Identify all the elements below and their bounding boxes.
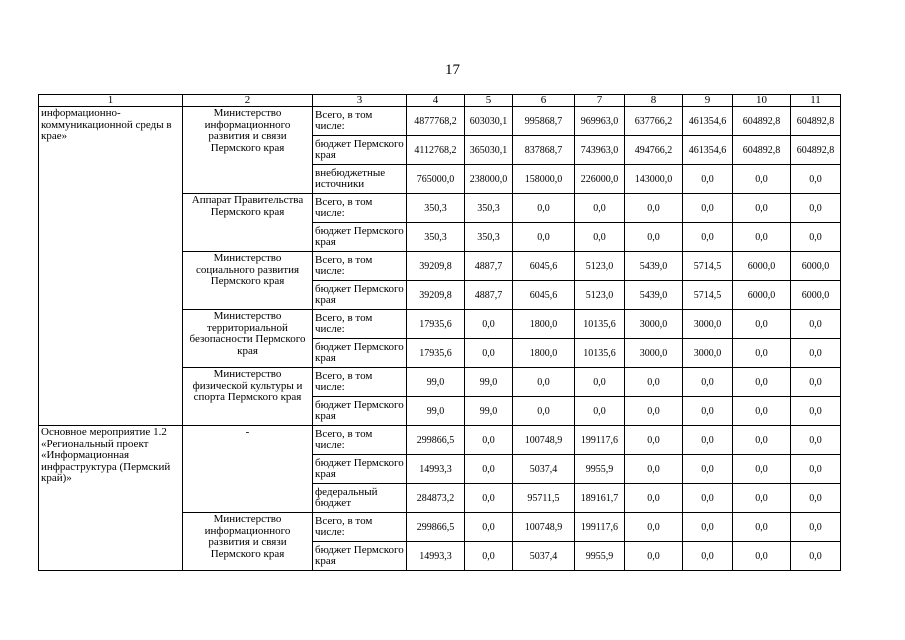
amount-cell: 6000,0 (791, 281, 841, 310)
funding-source-cell: бюджет Пермского края (313, 542, 407, 571)
amount-cell: 0,0 (733, 165, 791, 194)
amount-cell: 350,3 (407, 194, 465, 223)
amount-cell: 365030,1 (465, 136, 513, 165)
amount-cell: 0,0 (791, 194, 841, 223)
column-number-cell: 1 (39, 95, 183, 107)
amount-cell: 0,0 (791, 368, 841, 397)
amount-cell: 0,0 (733, 397, 791, 426)
activity-name-cell: информационно-коммуникационной среды в крае» (39, 107, 183, 426)
amount-cell: 199117,6 (575, 426, 625, 455)
amount-cell: 0,0 (683, 165, 733, 194)
amount-cell: 743963,0 (575, 136, 625, 165)
amount-cell: 0,0 (465, 513, 513, 542)
amount-cell: 0,0 (625, 368, 683, 397)
funding-source-cell: Всего, в том числе: (313, 426, 407, 455)
amount-cell: 0,0 (683, 542, 733, 571)
executor-cell: Аппарат Правительства Пермского края (183, 194, 313, 252)
amount-cell: 0,0 (791, 426, 841, 455)
amount-cell: 14993,3 (407, 542, 465, 571)
amount-cell: 4877768,2 (407, 107, 465, 136)
amount-cell: 0,0 (791, 339, 841, 368)
funding-source-cell: Всего, в том числе: (313, 194, 407, 223)
amount-cell: 0,0 (733, 484, 791, 513)
amount-cell: 5123,0 (575, 252, 625, 281)
amount-cell: 0,0 (791, 455, 841, 484)
amount-cell: 17935,6 (407, 339, 465, 368)
amount-cell: 604892,8 (733, 136, 791, 165)
amount-cell: 0,0 (575, 223, 625, 252)
amount-cell: 99,0 (407, 397, 465, 426)
amount-cell: 17935,6 (407, 310, 465, 339)
amount-cell: 0,0 (575, 194, 625, 223)
amount-cell: 0,0 (733, 455, 791, 484)
amount-cell: 604892,8 (791, 107, 841, 136)
executor-cell: Министерство физической культуры и спорта Пермского края (183, 368, 313, 426)
amount-cell: 0,0 (575, 397, 625, 426)
amount-cell: 0,0 (791, 484, 841, 513)
amount-cell: 604892,8 (791, 136, 841, 165)
column-number-cell: 2 (183, 95, 313, 107)
column-number-cell: 6 (513, 95, 575, 107)
amount-cell: 5439,0 (625, 281, 683, 310)
funding-source-cell: Всего, в том числе: (313, 513, 407, 542)
amount-cell: 10135,6 (575, 339, 625, 368)
amount-cell: 0,0 (465, 310, 513, 339)
amount-cell: 0,0 (683, 368, 733, 397)
amount-cell: 350,3 (465, 223, 513, 252)
funding-source-cell: бюджет Пермского края (313, 397, 407, 426)
page-number: 17 (445, 62, 460, 78)
amount-cell: 39209,8 (407, 281, 465, 310)
amount-cell: 0,0 (625, 484, 683, 513)
amount-cell: 3000,0 (683, 339, 733, 368)
amount-cell: 0,0 (791, 223, 841, 252)
table-row (39, 107, 841, 136)
column-number-cell: 7 (575, 95, 625, 107)
amount-cell: 5037,4 (513, 455, 575, 484)
amount-cell: 0,0 (625, 455, 683, 484)
amount-cell: 837868,7 (513, 136, 575, 165)
amount-cell: 0,0 (733, 339, 791, 368)
amount-cell: 199117,6 (575, 513, 625, 542)
amount-cell: 4887,7 (465, 281, 513, 310)
funding-source-cell: федеральный бюджет (313, 484, 407, 513)
amount-cell: 461354,6 (683, 136, 733, 165)
amount-cell: 1800,0 (513, 339, 575, 368)
amount-cell: 461354,6 (683, 107, 733, 136)
amount-cell: 0,0 (683, 194, 733, 223)
amount-cell: 5123,0 (575, 281, 625, 310)
executor-cell: - (183, 426, 313, 513)
amount-cell: 0,0 (733, 368, 791, 397)
amount-cell: 0,0 (625, 426, 683, 455)
amount-cell: 0,0 (513, 397, 575, 426)
amount-cell: 0,0 (733, 426, 791, 455)
amount-cell: 100748,9 (513, 426, 575, 455)
amount-cell: 189161,7 (575, 484, 625, 513)
activity-name-cell: Основное мероприятие 1.2 «Региональный проект «Информационная инфраструктура (Пермский край)» (39, 426, 183, 571)
amount-cell: 9955,9 (575, 542, 625, 571)
amount-cell: 4887,7 (465, 252, 513, 281)
amount-cell: 765000,0 (407, 165, 465, 194)
amount-cell: 0,0 (733, 223, 791, 252)
funding-source-cell: бюджет Пермского края (313, 455, 407, 484)
amount-cell: 0,0 (625, 194, 683, 223)
amount-cell: 0,0 (791, 310, 841, 339)
amount-cell: 0,0 (733, 310, 791, 339)
column-number-cell: 4 (407, 95, 465, 107)
amount-cell: 350,3 (407, 223, 465, 252)
amount-cell: 238000,0 (465, 165, 513, 194)
funding-source-cell: Всего, в том числе: (313, 368, 407, 397)
column-number-cell: 9 (683, 95, 733, 107)
amount-cell: 5037,4 (513, 542, 575, 571)
amount-cell: 0,0 (683, 484, 733, 513)
column-number-cell: 3 (313, 95, 407, 107)
amount-cell: 0,0 (733, 194, 791, 223)
budget-table (38, 94, 841, 571)
amount-cell: 1800,0 (513, 310, 575, 339)
column-number-cell: 5 (465, 95, 513, 107)
amount-cell: 969963,0 (575, 107, 625, 136)
amount-cell: 6000,0 (733, 281, 791, 310)
column-number-cell: 11 (791, 95, 841, 107)
amount-cell: 995868,7 (513, 107, 575, 136)
amount-cell: 0,0 (683, 426, 733, 455)
amount-cell: 0,0 (465, 339, 513, 368)
funding-source-cell: Всего, в том числе: (313, 310, 407, 339)
amount-cell: 0,0 (465, 455, 513, 484)
amount-cell: 226000,0 (575, 165, 625, 194)
amount-cell: 0,0 (625, 223, 683, 252)
amount-cell: 604892,8 (733, 107, 791, 136)
amount-cell: 100748,9 (513, 513, 575, 542)
funding-source-cell: бюджет Пермского края (313, 281, 407, 310)
amount-cell: 0,0 (513, 194, 575, 223)
amount-cell: 0,0 (513, 368, 575, 397)
amount-cell: 637766,2 (625, 107, 683, 136)
amount-cell: 0,0 (625, 542, 683, 571)
amount-cell: 0,0 (733, 513, 791, 542)
column-number-cell: 8 (625, 95, 683, 107)
amount-cell: 284873,2 (407, 484, 465, 513)
amount-cell: 4112768,2 (407, 136, 465, 165)
amount-cell: 14993,3 (407, 455, 465, 484)
funding-source-cell: внебюджетные источники (313, 165, 407, 194)
funding-source-cell: бюджет Пермского края (313, 136, 407, 165)
amount-cell: 158000,0 (513, 165, 575, 194)
amount-cell: 494766,2 (625, 136, 683, 165)
amount-cell: 5714,5 (683, 281, 733, 310)
amount-cell: 3000,0 (625, 310, 683, 339)
amount-cell: 3000,0 (625, 339, 683, 368)
amount-cell: 6045,6 (513, 281, 575, 310)
executor-cell: Министерство социального развития Пермского края (183, 252, 313, 310)
amount-cell: 0,0 (791, 542, 841, 571)
amount-cell: 0,0 (733, 542, 791, 571)
amount-cell: 95711,5 (513, 484, 575, 513)
amount-cell: 0,0 (513, 223, 575, 252)
column-number-row (39, 95, 841, 107)
amount-cell: 0,0 (683, 455, 733, 484)
table-row (39, 426, 841, 455)
funding-source-cell: Всего, в том числе: (313, 107, 407, 136)
amount-cell: 0,0 (575, 368, 625, 397)
amount-cell: 39209,8 (407, 252, 465, 281)
amount-cell: 99,0 (465, 397, 513, 426)
amount-cell: 143000,0 (625, 165, 683, 194)
amount-cell: 299866,5 (407, 513, 465, 542)
executor-cell: Министерство территориальной безопасности Пермского края (183, 310, 313, 368)
amount-cell: 0,0 (625, 513, 683, 542)
column-number-cell: 10 (733, 95, 791, 107)
executor-cell: Министерство информационного развития и связи Пермского края (183, 513, 313, 571)
amount-cell: 0,0 (465, 426, 513, 455)
amount-cell: 0,0 (791, 165, 841, 194)
amount-cell: 99,0 (465, 368, 513, 397)
amount-cell: 6045,6 (513, 252, 575, 281)
amount-cell: 0,0 (683, 513, 733, 542)
amount-cell: 0,0 (683, 397, 733, 426)
amount-cell: 603030,1 (465, 107, 513, 136)
amount-cell: 5714,5 (683, 252, 733, 281)
amount-cell: 0,0 (465, 542, 513, 571)
amount-cell: 0,0 (683, 223, 733, 252)
amount-cell: 9955,9 (575, 455, 625, 484)
funding-source-cell: бюджет Пермского края (313, 223, 407, 252)
amount-cell: 350,3 (465, 194, 513, 223)
amount-cell: 3000,0 (683, 310, 733, 339)
executor-cell: Министерство информационного развития и связи Пермского края (183, 107, 313, 194)
amount-cell: 299866,5 (407, 426, 465, 455)
amount-cell: 10135,6 (575, 310, 625, 339)
funding-source-cell: Всего, в том числе: (313, 252, 407, 281)
amount-cell: 0,0 (791, 513, 841, 542)
amount-cell: 6000,0 (791, 252, 841, 281)
amount-cell: 5439,0 (625, 252, 683, 281)
amount-cell: 6000,0 (733, 252, 791, 281)
amount-cell: 0,0 (625, 397, 683, 426)
amount-cell: 0,0 (465, 484, 513, 513)
funding-source-cell: бюджет Пермского края (313, 339, 407, 368)
amount-cell: 0,0 (791, 397, 841, 426)
amount-cell: 99,0 (407, 368, 465, 397)
